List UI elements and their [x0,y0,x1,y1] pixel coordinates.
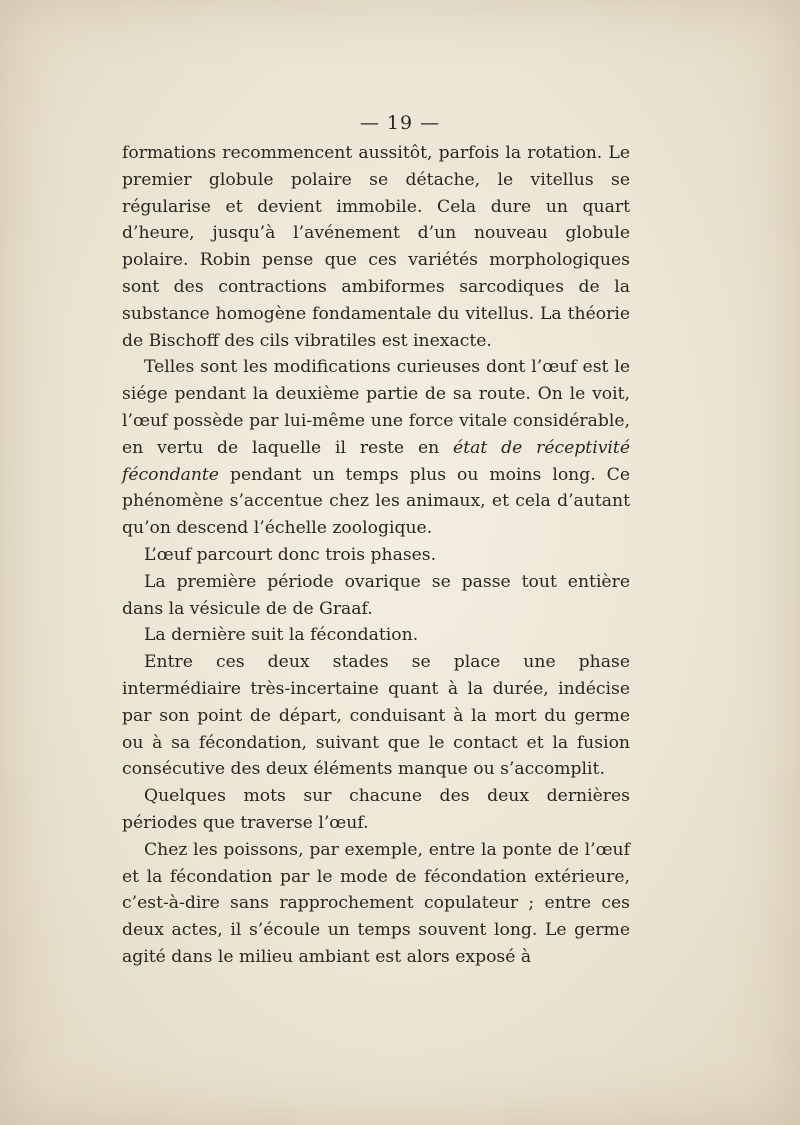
paragraph-6: Entre ces deux stades se place une phase intermédiaire très-incertaine quant à la durée, indécise par son point de départ, conduisant à la mort du germe ou à sa fécondation, suivant que le contact et la fusion consécutive des deux éléments manque ou s’accomplit. [122,652,630,780]
body-text [122,140,630,971]
page-number: — 19 — [359,112,441,134]
paragraph-7: Quelques mots sur chacune des deux dernières périodes que traverse l’œuf. [122,786,630,833]
paragraph-3: L’œuf parcourt donc trois phases. [144,544,437,565]
paragraph-2-text-end: pendant un temps plus ou moins long. Ce phénomène s’accentue chez les animaux, et cela d’autant qu’on descend l’échelle zoologique. [122,464,630,539]
paragraph-2 [122,354,630,542]
paragraph-8: Chez les poissons, par exemple, entre la ponte de l’œuf et la fécondation par le mode de fécondation extérieure, c’est-à-dire sans rapprochement copulateur ; entre ces deux actes, il s’écoule un temps souvent long. Le germe agité dans le milieu ambiant est alors exposé à [122,839,630,967]
paragraph-4: La première période ovarique se passe tout entière dans la vésicule de de Graaf. [122,571,630,619]
paragraph-5: La dernière suit la fécondation. [144,625,419,646]
paragraph-1: formations recommencent aussitôt, parfois la rotation. Le premier globule polaire se détache, le vitellus se régularise et devient immobile. Cela dure un quart d’heure, jusqu’à l’avénement d’un nouveau globule polaire. Robin pense que ces variétés morphologiques sont des contractions ambiformes sarcodiques de la substance homogène fondamentale du vitellus. La théorie de Bischoff des cils vibratiles est inexacte. [122,143,630,351]
paragraph-2-italic-phrase: état de réceptivité fécondante [122,437,630,485]
paragraph-2-text-start: Telles sont les modifications curieuses dont l’œuf est le siége pendant la deuxième partie de sa route. On le voit, l’œuf possède par lui-même une force vitale considérable, en vertu de laquelle il reste en [122,357,630,458]
